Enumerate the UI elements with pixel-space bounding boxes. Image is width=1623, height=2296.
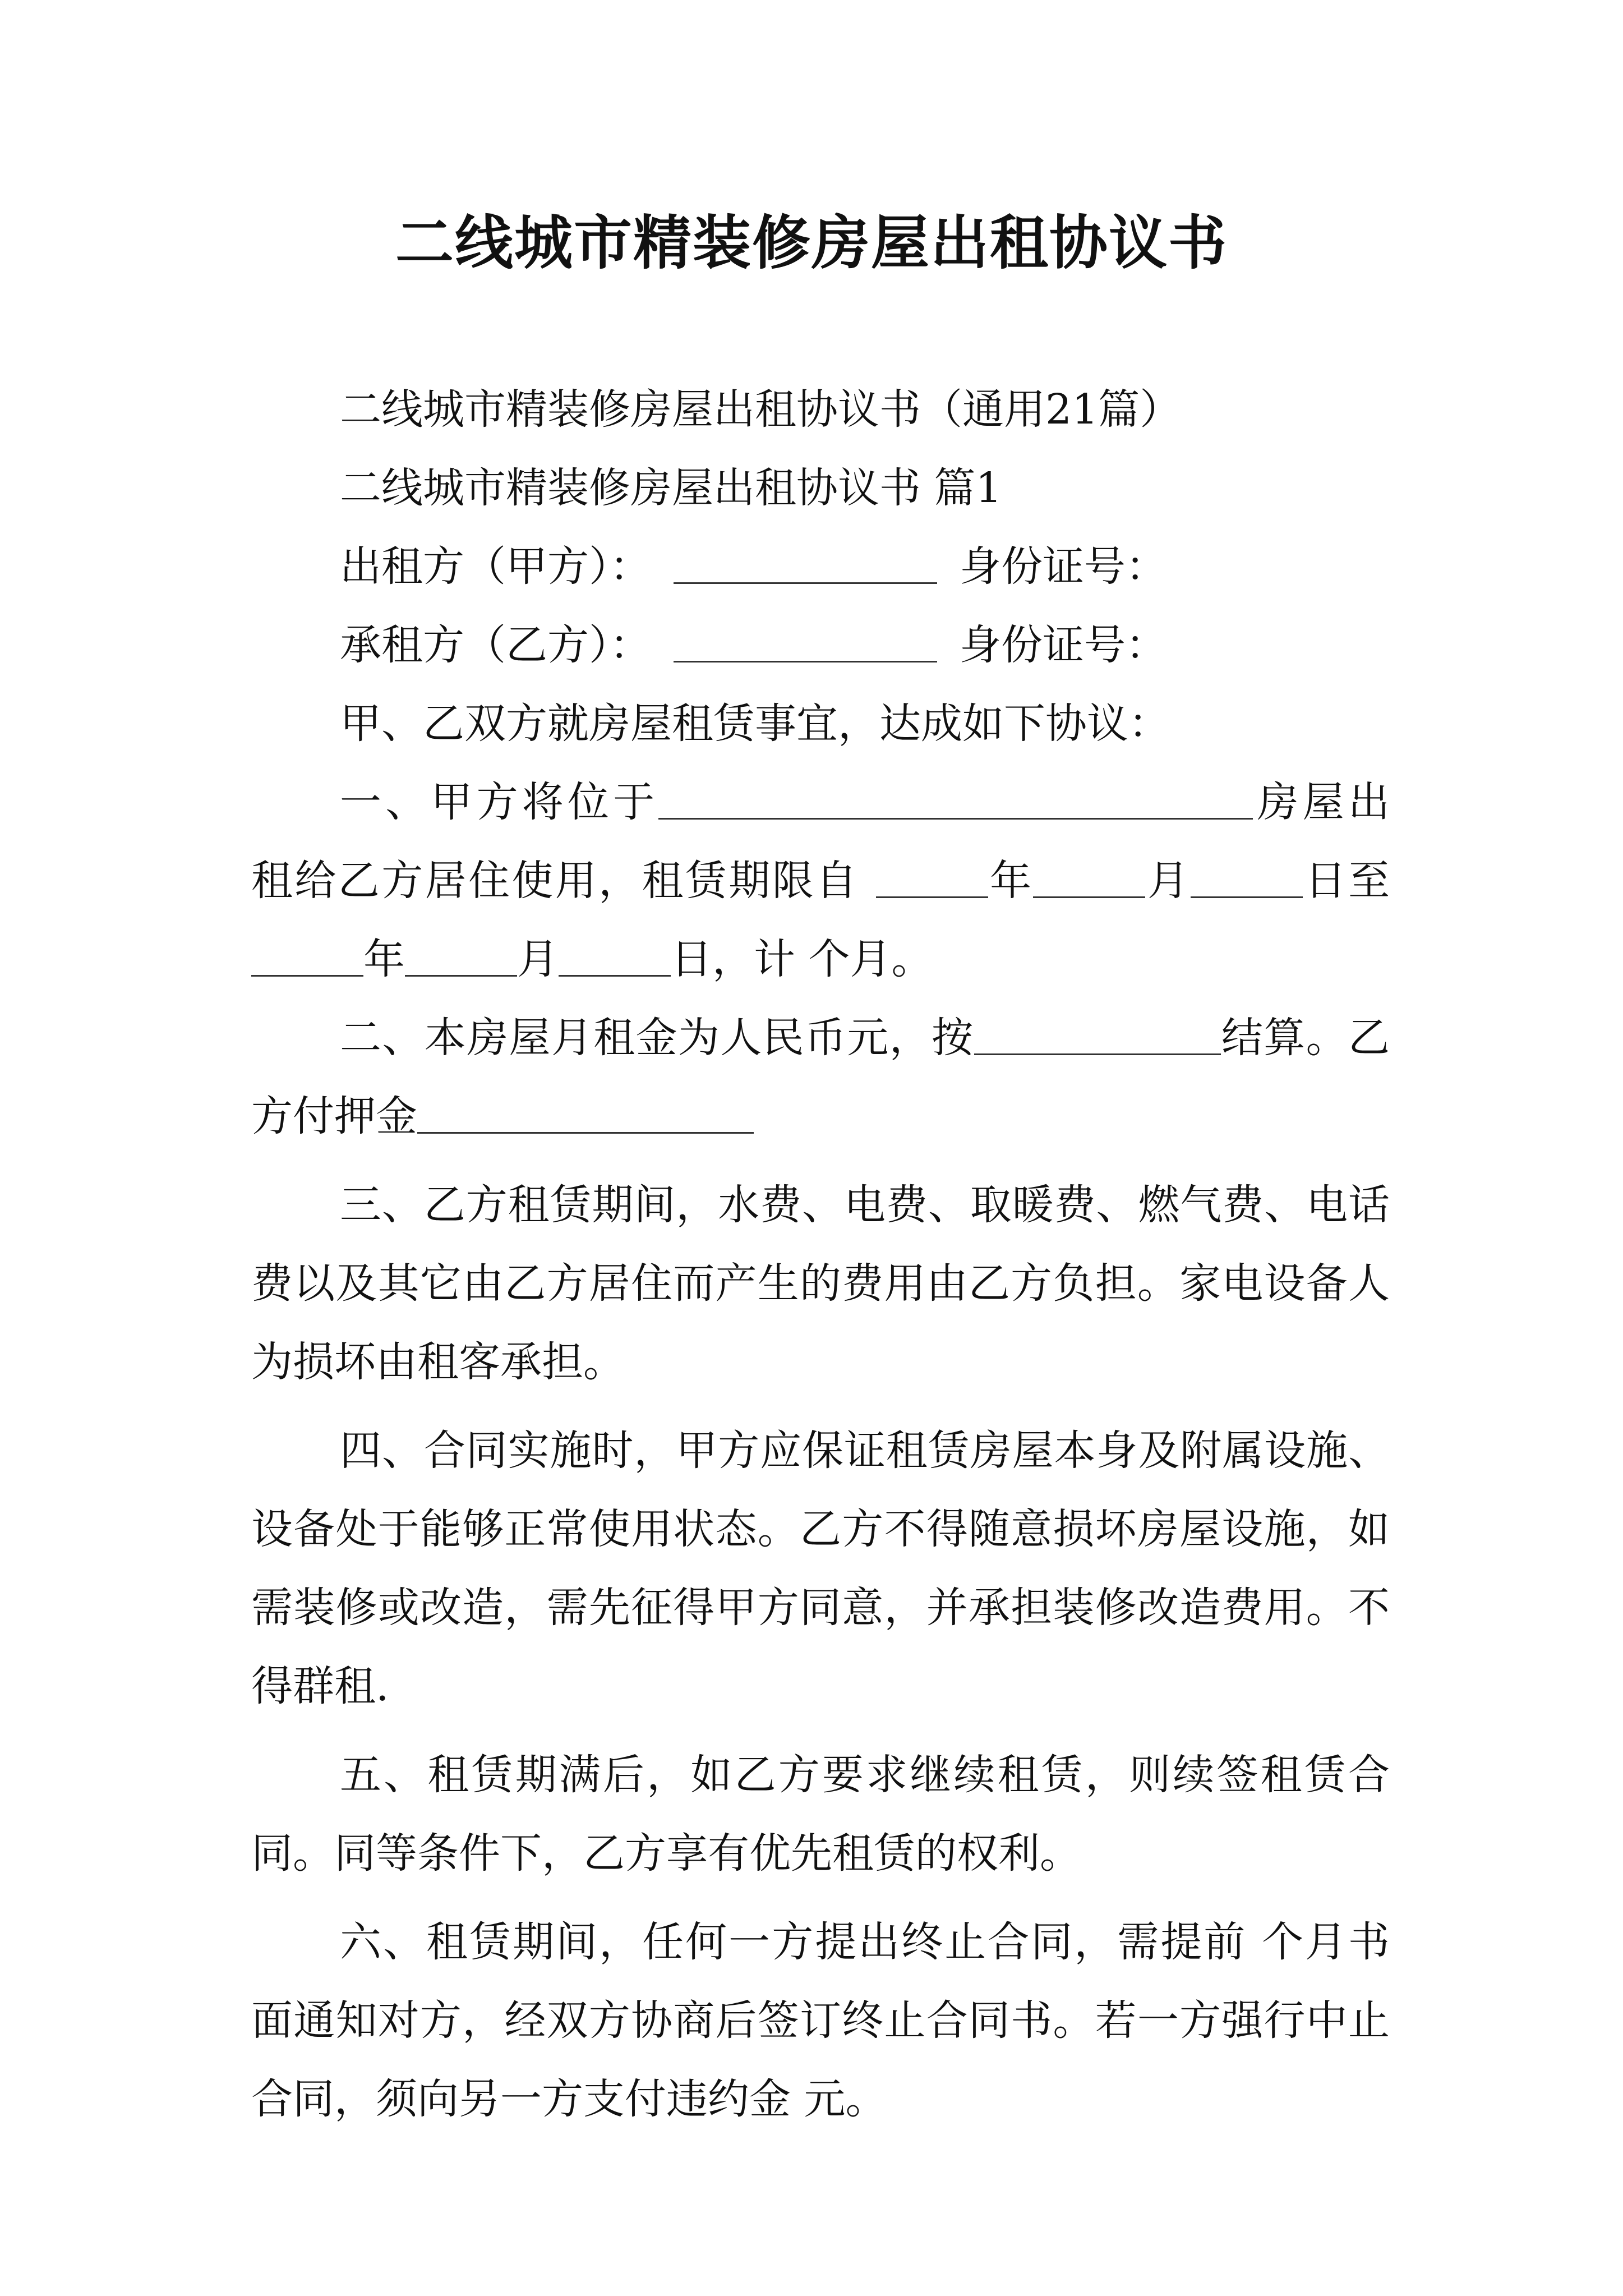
lessee-id-label: 身份证号： [960, 621, 1167, 669]
lessee-line [251, 606, 1390, 684]
clause-5: 五、租赁期满后，如乙方要求继续租赁，则续签租赁合同。同等条件下，乙方享有优先租赁的权利。 [251, 1751, 1390, 1878]
clause-1 [251, 763, 1390, 999]
month-label: 月 [1145, 857, 1191, 905]
end-year-blank[interactable] [251, 941, 363, 977]
lessor-label: 出租方（甲方）： [340, 542, 651, 591]
clause-2-text-a: 二、本房屋月租金为人民币元，按 [340, 1014, 974, 1062]
start-year-blank[interactable] [876, 863, 988, 898]
lessor-line [251, 527, 1390, 606]
clause-1-text-b: 房屋出租给乙方居住使用，租赁期限自 [251, 778, 1390, 905]
subtitle: 二线城市精装修房屋出租协议书（通用21篇） [340, 385, 1182, 434]
month-label: 月 [517, 935, 559, 983]
lessee-label: 承租方（乙方）： [340, 621, 651, 669]
clause-1-text-a: 一、甲方将位于 [340, 778, 659, 826]
start-day-blank[interactable] [1191, 863, 1303, 898]
start-month-blank[interactable] [1033, 863, 1145, 898]
end-month-blank[interactable] [405, 941, 517, 977]
clause-6: 六、租赁期间，任何一方提出终止合同，需提前 个月书面通知对方，经双方协商后签订终止合同书。若一方强行中止合同，须向另一方支付违约金 元。 [251, 1918, 1390, 2123]
payment-method-blank[interactable] [974, 1020, 1221, 1055]
year-label: 年 [988, 857, 1034, 905]
end-day-blank[interactable] [559, 941, 671, 977]
deposit-blank[interactable] [417, 1098, 754, 1134]
day-to-label: 日至 [1303, 857, 1390, 905]
chapter-heading: 二线城市精装修房屋出租协议书 篇1 [340, 464, 1002, 512]
clause-2-text-b: 结算。乙方付押金 [251, 1014, 1390, 1140]
address-blank[interactable] [658, 784, 1253, 820]
lessor-id-label: 身份证号： [960, 542, 1167, 591]
intro-paragraph: 甲、乙双方就房屋租赁事宜，达成如下协议： [340, 700, 1170, 748]
lessor-name-blank[interactable] [674, 549, 937, 584]
lessee-name-blank[interactable] [674, 627, 937, 662]
clause-4: 四、合同实施时，甲方应保证租赁房屋本身及附属设施、设备处于能够正常使用状态。乙方不得随意损坏房屋设施，如需装修或改造，需先征得甲方同意，并承担装修改造费用。不得群租. [251, 1427, 1390, 1710]
document-body [251, 370, 1390, 2138]
clause-1-text-c: 日，计 个月。 [671, 935, 933, 983]
clause-2 [251, 999, 1390, 1156]
year-label: 年 [363, 935, 405, 983]
document-title: 二线城市精装修房屋出租协议书 [395, 209, 1228, 277]
clause-3: 三、乙方租赁期间，水费、电费、取暖费、燃气费、电话费以及其它由乙方居住而产生的费用由乙方负担。家电设备人为损坏由租客承担。 [251, 1181, 1390, 1386]
